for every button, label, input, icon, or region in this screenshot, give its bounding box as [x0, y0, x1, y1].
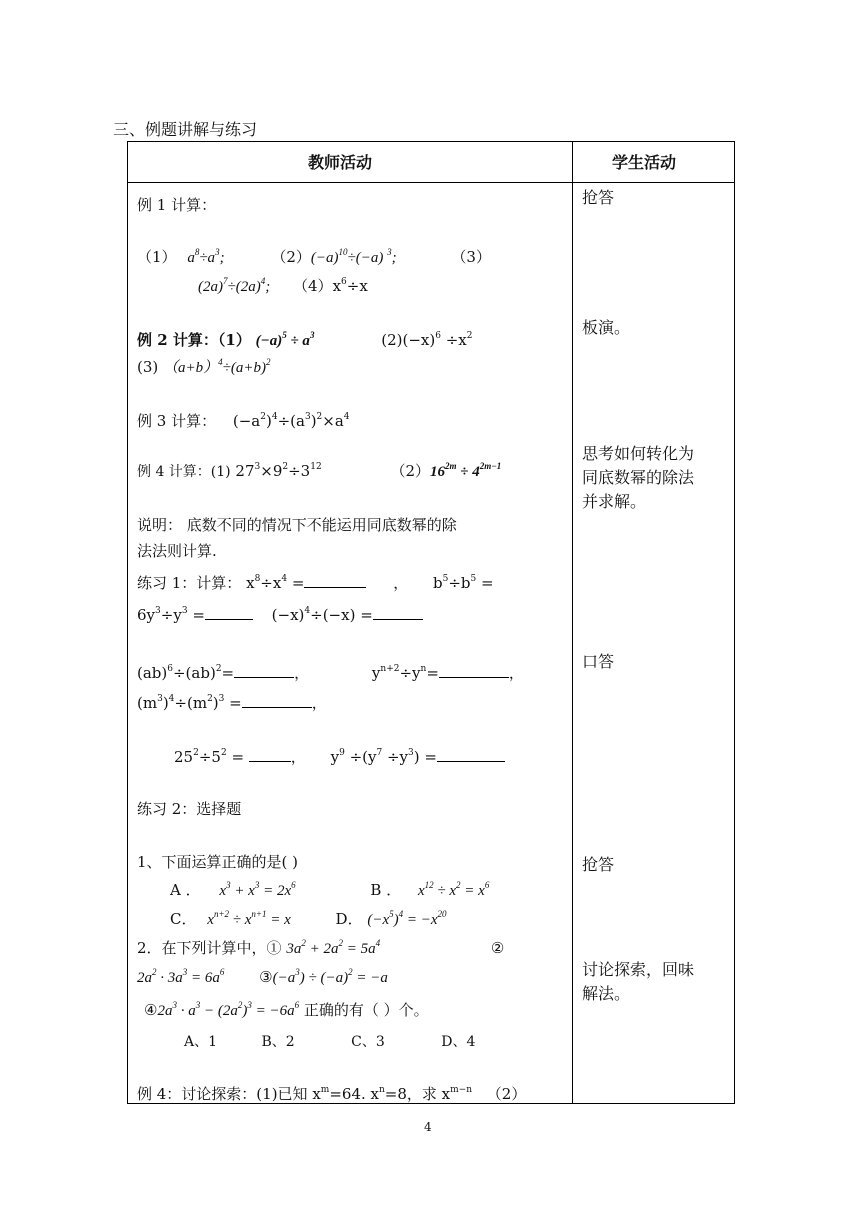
example-4: 例 4 计算：(1) $27^3\times 9^2\div 3^{12}$ $(2)16^{2m} \div 4^{2m-1}$ [137, 461, 502, 480]
note-line-2: 法法则计算. [137, 542, 217, 560]
example-1-line-1: （1） $a^8\div a^3$; $(2)(-a)^{10}\div(-a)$ $^3$; （3） [137, 247, 491, 266]
question-2-options: A、1 B、2 C、3 D、4 [184, 1034, 476, 1050]
practice-1-line-4: $(m^3)^4\div(m^2)^3$ = ， [137, 694, 327, 712]
page-number: 4 [424, 1120, 432, 1134]
question-2-line-1: 2．在下列计算中，① $3a^2 + 2a^2 = 5a^4$ ② [137, 938, 505, 957]
student-note-4: 口答 [582, 652, 615, 671]
header-teacher: 教师活动 [308, 153, 373, 172]
header-divider [128, 182, 734, 183]
example-3: 例 3 计算： $(-a^2)^4\div(a^3)^2\times a^4$ [137, 412, 350, 430]
question-1-options-ab: A ． $x^3 + x^3 = 2x^6$ B ． $x^{12} \div x^2 = x^6$ [170, 880, 490, 899]
question-2-line-2: $2a^2 \cdot 3a^3 = 6a^6$ $③(-a^3) \div (-a)^2 = -a$ [137, 967, 388, 986]
example-1-line-2: $(2a)^7\div(2a)^4$; $(4)x^6\div x$ [198, 276, 368, 295]
question-2-line-3: $④2a^3 \cdot a^3 - (2a^2)^3 = -6a^6$ 正确的有（ ）个。 [144, 1000, 429, 1019]
example-2-line-1: 例 2 计算：（1） $(-a)^5 \div a^3$ $(2)(-x)^6 \div x^2$ [137, 330, 473, 349]
student-note-5: 抢答 [582, 855, 615, 874]
practice-1-line-3: (ab)$^6$÷(ab)$^2$= ， $y^{n+2}\div y^n=$ ， [137, 664, 524, 682]
practice-2-title: 练习 2：选择题 [137, 800, 242, 818]
student-note-2: 板演。 [582, 318, 631, 337]
example-2-line-2: (3) $(a+b)^4\div(a+b)^2$ [137, 357, 271, 376]
question-1-stem: 1、下面运算正确的是( ) [137, 853, 299, 871]
header-student: 学生活动 [612, 153, 677, 172]
column-divider [572, 142, 573, 1103]
note-line-1: 说明： 底数不同的情况下不能运用同底数幂的除 [137, 516, 457, 534]
practice-1-line-1: 练习 1：计算： $x^8\div x^4$ = ， $b^5\div b^5$ = [137, 574, 494, 592]
student-note-3: 思考如何转化为 同底数幂的除法 并求解。 [582, 444, 695, 511]
practice-1-line-5: $25^2\div 5^2$ = ， $y^9 \div(y^7 \div y^3)$ = [174, 746, 505, 767]
question-1-options-cd: C． $x^{n+2} \div x^{n+1} = x$ D． $(-x^5)^4 = -x^{20}$ [170, 909, 447, 928]
student-note-6: 讨论探索，回味 解法。 [582, 960, 695, 1003]
activity-table [127, 141, 735, 1104]
section-title: 三、例题讲解与练习 [113, 120, 258, 139]
practice-1-line-2: $6y^3\div y^3 = (-x)^4\div(-x)$ = [137, 606, 423, 624]
example-4-discussion: 例 4：讨论探索：(1)已知 $x^m=64$. $x^n=8$，求 $x^{m-n}$ （2） [137, 1085, 527, 1103]
student-note-1: 抢答 [582, 188, 615, 207]
example-1-title: 例 1 计算： [137, 196, 217, 214]
